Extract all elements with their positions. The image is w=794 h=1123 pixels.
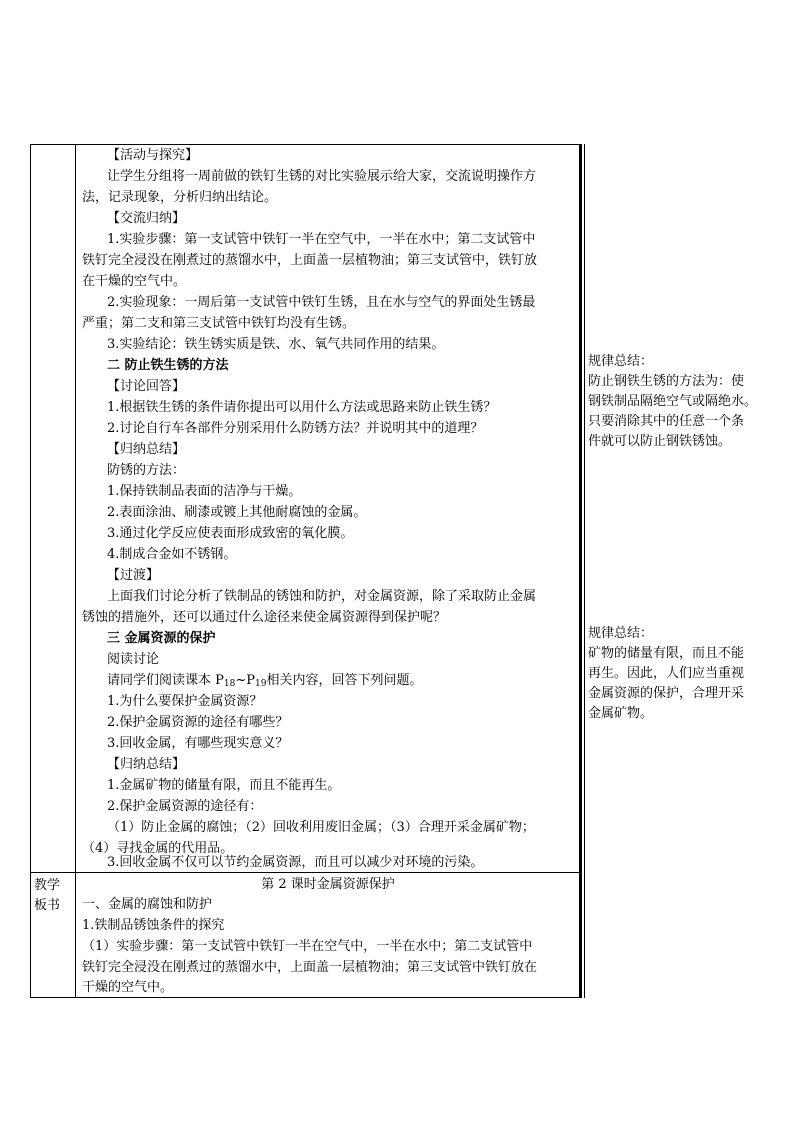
- side-note-line: 金属资源的保护，合理开采: [588, 686, 745, 701]
- side-note-title: 规律总结：: [588, 626, 654, 641]
- side-note-line: 件就可以防止钢铁锈蚀。: [588, 434, 732, 449]
- side-note-line: 只要消除其中的任意一个条: [588, 414, 745, 429]
- text-line: 让学生分组将一周前做的铁钉生锈的对比实验展示给大家，交流说明操作方: [107, 169, 537, 184]
- board-line: （1）实验步骤：第一支试管中铁钉一半在空气中，一半在水中；第二支试管中: [82, 939, 533, 954]
- column-divider-right: [580, 144, 582, 998]
- text-line: 2.保护金属资源的途径有哪些？: [107, 715, 289, 730]
- text-line: 2.表面涂油、刷漆或镀上其他耐腐蚀的金属。: [107, 505, 367, 520]
- text-line: 法，记录现象，分析归纳出结论。: [82, 190, 278, 205]
- side-note-line: 再生。因此，人们应当重视: [588, 666, 745, 681]
- text-line: 1.根据铁生锈的条件请你提出可以用什么方法或思路来防止铁生锈？: [107, 400, 497, 415]
- text-line: （4）寻找金属的代用品。: [82, 841, 234, 856]
- board-line: 铁钉完全浸没在刚煮过的蒸馏水中，上面盖一层植物油；第三支试管中铁钉放在: [82, 960, 538, 975]
- text-line: 上面我们讨论分析了铁制品的锈蚀和防护，对金属资源，除了采取防止金属: [107, 589, 537, 604]
- text-line: 3.通过化学反应使表面形成致密的氧化膜。: [107, 526, 354, 541]
- board-label-line2: 板书: [34, 898, 61, 913]
- board-title: 第 2 课时金属资源保护: [261, 877, 395, 892]
- section-heading-3: 三 金属资源的保护: [107, 631, 216, 646]
- section-heading-2: 二 防止铁生锈的方法: [107, 358, 229, 373]
- text-line: （1）防止金属的腐蚀；（2）回收利用废旧金属；（3）合理开采金属矿物；: [107, 820, 535, 835]
- heading-exchange: 【交流归纳】: [107, 211, 186, 226]
- board-line: 一、金属的腐蚀和防护: [82, 897, 213, 912]
- text-line-pages: 请同学们阅读课本 $P_{18}\sim P_{19}$相关内容，回答下列问题。: [107, 673, 423, 689]
- text-line: 3.回收金属不仅可以节约金属资源，而且可以减少对环境的污染。: [107, 855, 484, 870]
- board-label-line1: 教学: [34, 878, 61, 893]
- board-line: 1.铁制品锈蚀条件的探究: [82, 918, 225, 933]
- board-line: 干燥的空气中。: [82, 980, 174, 995]
- heading-activity: 【活动与探究】: [107, 148, 199, 163]
- text-line: 4.制成合金如不锈钢。: [107, 547, 237, 562]
- column-divider-left: [75, 144, 76, 998]
- text-line: 2.保护金属资源的途径有：: [107, 799, 263, 814]
- board-label: [34, 876, 74, 916]
- side-note-title: 规律总结：: [588, 354, 654, 369]
- text-line: 严重；第二支和第三支试管中铁钉均没有生锈。: [82, 316, 356, 331]
- text-line: 1.为什么要保护金属资源？: [107, 694, 263, 709]
- text-line: 在干燥的空气中。: [82, 274, 187, 289]
- side-note-line: 金属矿物。: [588, 706, 654, 721]
- heading-summary: 【归纳总结】: [107, 442, 186, 457]
- text-line: 铁钉完全浸没在刚煮过的蒸馏水中，上面盖一层植物油；第三支试管中，铁钉放: [82, 253, 538, 268]
- side-column-edge: [584, 144, 585, 998]
- heading-summary-2: 【归纳总结】: [107, 757, 186, 772]
- side-note-line: 防止钢铁生锈的方法为：使: [588, 374, 745, 389]
- side-note-2: [588, 624, 788, 724]
- text-line: 1.保持铁制品表面的洁净与干燥。: [107, 484, 302, 499]
- side-note-1: [588, 352, 788, 452]
- text-line: 锈蚀的措施外，还可以通过什么途径来使金属资源得到保护呢？: [82, 610, 447, 625]
- side-note-line: 钢铁制品隔绝空气或隔绝水。: [588, 394, 758, 409]
- text-line: 防锈的方法：: [107, 463, 186, 478]
- text-line: 1.实验步骤：第一支试管中铁钉一半在空气中，一半在水中；第二支试管中: [107, 232, 536, 247]
- heading-transition: 【过渡】: [107, 568, 160, 583]
- heading-discuss: 【讨论回答】: [107, 379, 186, 394]
- text-line: 3.回收金属，有哪些现实意义？: [107, 736, 289, 751]
- text-line: 3.实验结论：铁生锈实质是铁、水、氧气共同作用的结果。: [107, 337, 445, 352]
- heading-reading: 阅读讨论: [107, 652, 160, 667]
- text-line: 2.实验现象：一周后第一支试管中铁钉生锈，且在水与空气的界面处生锈最: [107, 295, 536, 310]
- text-line: 1.金属矿物的储量有限，而且不能再生。: [107, 778, 341, 793]
- text-line: 2.讨论自行车各部件分别采用什么防锈方法？并说明其中的道理？: [107, 421, 484, 436]
- side-note-line: 矿物的储量有限，而且不能: [588, 646, 745, 661]
